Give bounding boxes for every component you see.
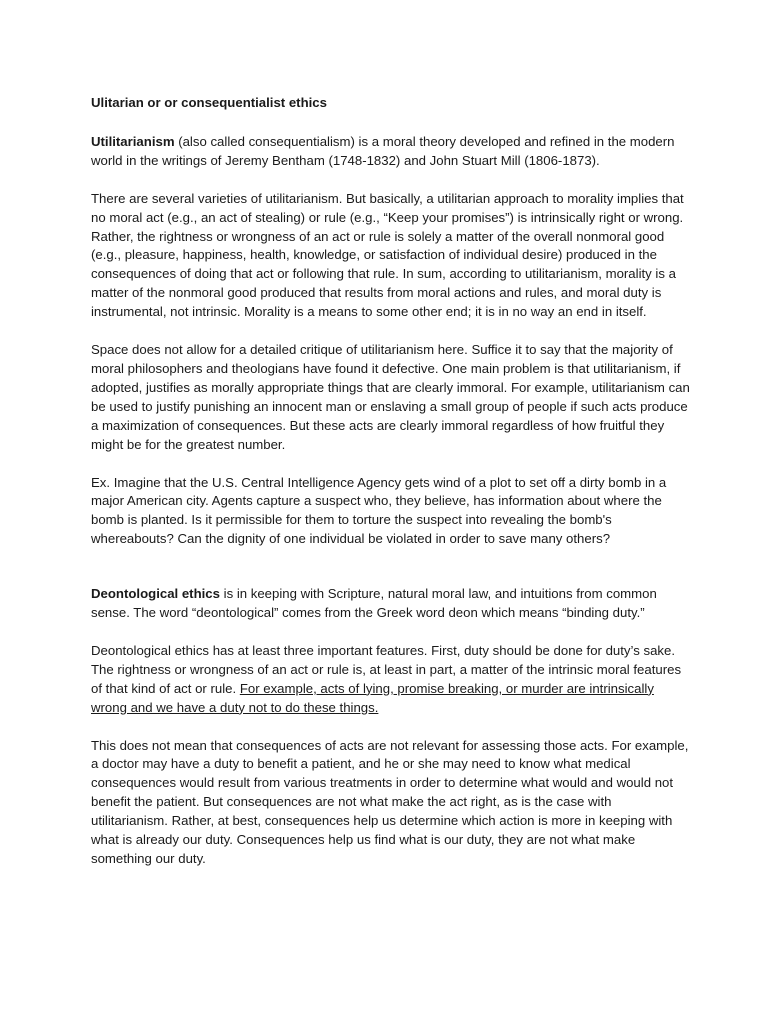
paragraph-deontological-definition — [91, 585, 691, 623]
paragraph-features — [91, 642, 691, 718]
term-utilitarianism: Utilitarianism — [91, 133, 175, 149]
paragraph-example: Ex. Imagine that the U.S. Central Intelligence Agency gets wind of a plot to set off a dirty bomb in a major American city. Agents capture a suspect who, they believe, has information about where the bomb is planted. Is it permissible for them to torture the suspect into revealing the bomb's whereabouts? Can the dignity of one individual be violated in order to save many others? — [91, 474, 667, 547]
document-heading: Ulitarian or or consequentialist ethics — [91, 95, 327, 110]
paragraph-consequences: This does not mean that consequences of acts are not relevant for assessing those acts. For example, a doctor may have a duty to benefit a patient, and he or she may need to know what medical consequences would result from various treatments in order to determine what would and would not benefit the patient. But consequences are not what make the act right, as is the case with utilitarianism. Rather, at best, consequences help us determine which action is more in keeping with what is already our duty. Consequences help us find what is our duty, they are not what make something our duty. — [91, 737, 689, 866]
paragraph-utilitarianism-definition — [91, 133, 691, 171]
document-page — [91, 94, 691, 888]
paragraph-critique: Space does not allow for a detailed critique of utilitarianism here. Suffice it to say that the majority of moral philosophers and theologians have found it defective. One main problem is that utilitarianism, if adopted, justifies as morally appropriate things that are clearly immoral. For example, utilitarianism can be used to justify punishing an innocent man or enslaving a small group of people if such acts produce a maximization of consequences. But these acts are clearly immoral regardless of how fruitful they might be for the greatest number. — [91, 342, 690, 452]
paragraph-varieties: There are several varieties of utilitarianism. But basically, a utilitarian approach to morality implies that no moral act (e.g., an act of stealing) or rule (e.g., “Keep your promises”) is intrinsically right or wrong. Rather, the rightness or wrongness of an act or rule is solely a matter of the overall nonmoral good (e.g., pleasure, happiness, health, knowledge, or satisfaction of individual desire) produced in the consequences of doing that act or following that rule. In sum, according to utilitarianism, morality is a matter of the nonmoral good produced that results from moral actions and rules, and moral duty is instrumental, not intrinsic. Morality is a means to some other end; it is in no way an end in itself. — [91, 190, 684, 320]
paragraph-text: is in keeping with Scripture, natural moral law, and intuitions from common sense. The word “deontological” comes from the Greek word deon which means “binding duty.” — [91, 586, 657, 621]
paragraph-text: (also called consequentialism) is a moral theory developed and refined in the modern world in the writings of Jeremy Bentham (1748-1832) and John Stuart Mill (1806-1873). — [91, 133, 675, 168]
underlined-sentence: For example, acts of lying, promise breaking, or murder are intrinsically wrong and we have a duty not to do these things. — [91, 680, 654, 715]
paragraph-text: Deontological ethics has at least three important features. First, duty should be done for duty’s sake. The rightness or wrongness of an act or rule is, at least in part, a matter of the intrinsic moral features of that kind of act or rule. — [91, 642, 682, 696]
term-deontological-ethics: Deontological ethics — [91, 586, 220, 602]
